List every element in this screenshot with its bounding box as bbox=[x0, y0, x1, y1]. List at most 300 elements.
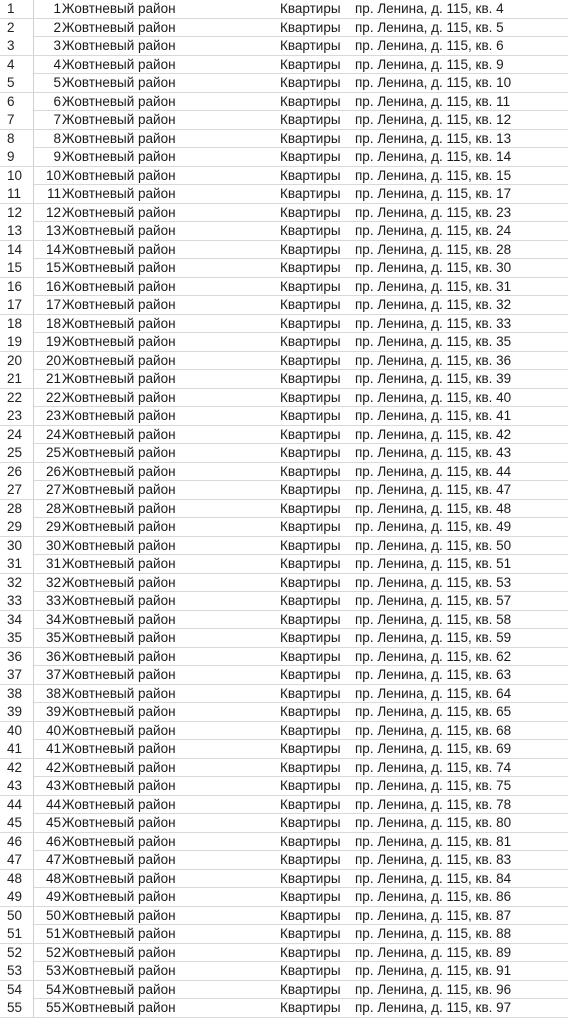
cell-district[interactable]: Жовтневый район bbox=[62, 223, 176, 238]
cell-district[interactable]: Жовтневый район bbox=[62, 149, 176, 164]
table-row[interactable] bbox=[0, 222, 568, 241]
cell-district[interactable]: Жовтневый район bbox=[62, 130, 176, 146]
cell-address[interactable]: пр. Ленина, д. 115, кв. 78 bbox=[355, 796, 512, 812]
table-row[interactable] bbox=[0, 407, 568, 426]
cell-type[interactable]: Квартиры bbox=[280, 981, 341, 997]
table-row[interactable] bbox=[0, 204, 568, 223]
cell-number[interactable]: 11 bbox=[46, 186, 61, 201]
row-number: 39 bbox=[0, 703, 34, 721]
cell-district[interactable]: Жовтневый район bbox=[62, 648, 176, 664]
cell-address[interactable]: пр. Ленина, д. 115, кв. 4 bbox=[355, 1, 504, 16]
cell-number[interactable]: 46 bbox=[45, 833, 61, 849]
cell-number[interactable]: 28 bbox=[45, 500, 61, 516]
cell-type[interactable]: Квартиры bbox=[280, 352, 341, 368]
cell-number[interactable]: 35 bbox=[45, 630, 61, 645]
cell-district[interactable]: Жовтневый район bbox=[62, 371, 176, 386]
table-row[interactable] bbox=[0, 722, 568, 741]
cell-address[interactable]: пр. Ленина, д. 115, кв. 74 bbox=[355, 759, 512, 775]
cell-type[interactable]: Квартиры bbox=[280, 1, 341, 16]
cell-district[interactable]: Жовтневый район bbox=[62, 334, 176, 349]
row-number: 55 bbox=[0, 999, 34, 1017]
cell-district[interactable]: Жовтневый район bbox=[62, 408, 176, 423]
cell-type[interactable]: Квартиры bbox=[280, 963, 341, 978]
row-number: 26 bbox=[0, 463, 34, 481]
cell-address[interactable]: пр. Ленина, д. 115, кв. 42 bbox=[355, 426, 512, 442]
table-row[interactable] bbox=[0, 278, 568, 297]
cell-district[interactable]: Жовтневый район bbox=[62, 315, 176, 331]
cell-address[interactable]: пр. Ленина, д. 115, кв. 41 bbox=[355, 408, 512, 423]
cell-district[interactable]: Жовтневый район bbox=[62, 445, 176, 460]
table-row[interactable] bbox=[0, 296, 568, 315]
cell-address[interactable]: пр. Ленина, д. 115, кв. 58 bbox=[355, 611, 512, 627]
cell-type[interactable]: Квартиры bbox=[280, 149, 341, 164]
cell-number[interactable]: 34 bbox=[45, 611, 61, 627]
table-row[interactable] bbox=[0, 555, 568, 574]
cell-district[interactable]: Жовтневый район bbox=[62, 112, 176, 127]
cell-type[interactable]: Квартиры bbox=[280, 260, 341, 275]
table-row[interactable] bbox=[0, 389, 568, 408]
cell-type[interactable]: Квартиры bbox=[280, 75, 341, 90]
table-row[interactable] bbox=[0, 315, 568, 334]
cell-district[interactable]: Жовтневый район bbox=[62, 981, 176, 997]
table-row[interactable] bbox=[0, 19, 568, 38]
cell-address[interactable]: пр. Ленина, д. 115, кв. 13 bbox=[355, 130, 512, 146]
cell-district[interactable]: Жовтневый район bbox=[62, 38, 176, 53]
table-row[interactable] bbox=[0, 56, 568, 75]
cell-address[interactable]: пр. Ленина, д. 115, кв. 49 bbox=[355, 519, 512, 534]
cell-type[interactable]: Квартиры bbox=[280, 870, 341, 886]
cell-type[interactable]: Квартиры bbox=[280, 315, 341, 331]
cell-address[interactable]: пр. Ленина, д. 115, кв. 59 bbox=[355, 630, 512, 645]
cell-type[interactable]: Квартиры bbox=[280, 759, 341, 775]
cell-type[interactable]: Квартиры bbox=[280, 1000, 341, 1015]
table-row[interactable] bbox=[0, 944, 568, 963]
table-row[interactable] bbox=[0, 259, 568, 278]
cell-number[interactable]: 10 bbox=[45, 167, 61, 183]
cell-address[interactable]: пр. Ленина, д. 115, кв. 84 bbox=[355, 870, 512, 886]
cell-type[interactable]: Квартиры bbox=[280, 556, 341, 571]
cell-type[interactable]: Квартиры bbox=[280, 482, 341, 497]
cell-type[interactable]: Квартиры bbox=[280, 722, 341, 738]
cell-address[interactable]: пр. Ленина, д. 115, кв. 75 bbox=[355, 778, 512, 793]
row-number: 10 bbox=[0, 167, 34, 185]
cell-address[interactable]: пр. Ленина, д. 115, кв. 11 bbox=[355, 93, 511, 109]
cell-type[interactable]: Квартиры bbox=[280, 537, 341, 553]
cell-address[interactable]: пр. Ленина, д. 115, кв. 35 bbox=[355, 334, 512, 349]
cell-type[interactable]: Квартиры bbox=[280, 389, 341, 405]
cell-address[interactable]: пр. Ленина, д. 115, кв. 91 bbox=[355, 963, 512, 978]
cell-district[interactable]: Жовтневый район bbox=[62, 926, 176, 941]
cell-district[interactable]: Жовтневый район bbox=[62, 630, 176, 645]
cell-type[interactable]: Квартиры bbox=[280, 278, 341, 294]
table-row[interactable] bbox=[0, 907, 568, 926]
table-row[interactable] bbox=[0, 981, 568, 1000]
cell-district[interactable]: Жовтневый район bbox=[62, 297, 176, 312]
table-row[interactable] bbox=[0, 185, 568, 204]
cell-number[interactable]: 20 bbox=[45, 352, 61, 368]
cell-number[interactable]: 47 bbox=[45, 852, 61, 867]
cell-number[interactable]: 2 bbox=[53, 19, 61, 35]
cell-number[interactable]: 36 bbox=[45, 648, 61, 664]
cell-number[interactable]: 8 bbox=[53, 130, 61, 146]
table-row[interactable] bbox=[0, 518, 568, 537]
cell-type[interactable]: Квартиры bbox=[280, 889, 341, 904]
table-row[interactable] bbox=[0, 833, 568, 852]
cell-district[interactable]: Жовтневый район bbox=[62, 241, 176, 257]
cell-type[interactable]: Квартиры bbox=[280, 112, 341, 127]
table-row[interactable] bbox=[0, 962, 568, 981]
cell-address[interactable]: пр. Ленина, д. 115, кв. 15 bbox=[355, 167, 512, 183]
cell-district[interactable]: Жовтневый район bbox=[62, 56, 176, 72]
cell-district[interactable]: Жовтневый район bbox=[62, 186, 176, 201]
table-row[interactable] bbox=[0, 814, 568, 833]
cell-number[interactable]: 16 bbox=[45, 278, 61, 294]
row-number: 53 bbox=[0, 962, 34, 980]
cell-number[interactable]: 39 bbox=[45, 704, 61, 719]
cell-address[interactable]: пр. Ленина, д. 115, кв. 44 bbox=[355, 463, 512, 479]
cell-type[interactable]: Квартиры bbox=[280, 907, 341, 923]
cell-number[interactable]: 37 bbox=[45, 667, 61, 682]
cell-type[interactable]: Квартиры bbox=[280, 204, 341, 220]
cell-type[interactable]: Квартиры bbox=[280, 408, 341, 423]
cell-type[interactable]: Квартиры bbox=[280, 371, 341, 386]
cell-district[interactable]: Жовтневый район bbox=[62, 352, 176, 368]
cell-number[interactable]: 53 bbox=[45, 963, 61, 978]
table-row[interactable] bbox=[0, 796, 568, 815]
cell-number[interactable]: 25 bbox=[45, 445, 61, 460]
cell-district[interactable]: Жовтневый район bbox=[62, 19, 176, 35]
cell-district[interactable]: Жовтневый район bbox=[62, 463, 176, 479]
cell-district[interactable]: Жовтневый район bbox=[62, 944, 176, 960]
cell-district[interactable]: Жовтневый район bbox=[62, 75, 176, 90]
cell-type[interactable]: Квартиры bbox=[280, 648, 341, 664]
row-number: 54 bbox=[0, 981, 34, 999]
table-row[interactable] bbox=[0, 167, 568, 186]
row-number: 20 bbox=[0, 352, 34, 370]
cell-number[interactable]: 42 bbox=[45, 759, 61, 775]
cell-type[interactable]: Квартиры bbox=[280, 426, 341, 442]
cell-number[interactable]: 51 bbox=[45, 926, 61, 941]
cell-number[interactable]: 43 bbox=[45, 778, 61, 793]
cell-type[interactable]: Квартиры bbox=[280, 611, 341, 627]
row-number: 51 bbox=[0, 925, 34, 943]
cell-district[interactable]: Жовтневый район bbox=[62, 167, 176, 183]
cell-address[interactable]: пр. Ленина, д. 115, кв. 23 bbox=[355, 204, 512, 220]
cell-address[interactable]: пр. Ленина, д. 115, кв. 14 bbox=[355, 149, 512, 164]
cell-number[interactable]: 40 bbox=[45, 722, 61, 738]
row-number: 37 bbox=[0, 666, 34, 684]
table-row[interactable] bbox=[0, 666, 568, 685]
cell-address[interactable]: пр. Ленина, д. 115, кв. 5 bbox=[355, 19, 504, 35]
cell-district[interactable]: Жовтневый район bbox=[62, 1, 176, 16]
cell-address[interactable]: пр. Ленина, д. 115, кв. 33 bbox=[355, 315, 512, 331]
cell-district[interactable]: Жовтневый район bbox=[62, 852, 176, 867]
cell-address[interactable]: пр. Ленина, д. 115, кв. 28 bbox=[355, 241, 512, 257]
table-row[interactable] bbox=[0, 870, 568, 889]
cell-district[interactable]: Жовтневый район bbox=[62, 722, 176, 738]
table-row[interactable] bbox=[0, 148, 568, 167]
cell-address[interactable]: пр. Ленина, д. 115, кв. 6 bbox=[355, 38, 504, 53]
row-number: 33 bbox=[0, 592, 34, 610]
cell-district[interactable]: Жовтневый район bbox=[62, 93, 176, 109]
cell-number[interactable]: 1 bbox=[53, 1, 61, 16]
cell-district[interactable]: Жовтневый район bbox=[62, 426, 176, 442]
cell-address[interactable]: пр. Ленина, д. 115, кв. 65 bbox=[355, 704, 512, 719]
cell-type[interactable]: Квартиры bbox=[280, 167, 341, 183]
cell-number[interactable]: 31 bbox=[45, 556, 61, 571]
cell-address[interactable]: пр. Ленина, д. 115, кв. 62 bbox=[355, 648, 512, 664]
cell-district[interactable]: Жовтневый район bbox=[62, 204, 176, 220]
cell-type[interactable]: Квартиры bbox=[280, 741, 341, 756]
cell-district[interactable]: Жовтневый район bbox=[62, 741, 176, 756]
table-row[interactable] bbox=[0, 999, 568, 1018]
cell-district[interactable]: Жовтневый район bbox=[62, 963, 176, 978]
cell-district[interactable]: Жовтневый район bbox=[62, 500, 176, 516]
cell-number[interactable]: 50 bbox=[45, 907, 61, 923]
cell-district[interactable]: Жовтневый район bbox=[62, 593, 176, 608]
cell-number[interactable]: 49 bbox=[45, 889, 61, 904]
cell-address[interactable]: пр. Ленина, д. 115, кв. 24 bbox=[355, 223, 512, 238]
table-row[interactable] bbox=[0, 74, 568, 93]
cell-type[interactable]: Квартиры bbox=[280, 93, 341, 109]
cell-district[interactable]: Жовтневый район bbox=[62, 1000, 176, 1015]
table-row[interactable] bbox=[0, 925, 568, 944]
row-number: 45 bbox=[0, 814, 34, 832]
cell-type[interactable]: Квартиры bbox=[280, 926, 341, 941]
row-number: 25 bbox=[0, 444, 34, 462]
cell-address[interactable]: пр. Ленина, д. 115, кв. 50 bbox=[355, 537, 512, 553]
row-number: 44 bbox=[0, 796, 34, 814]
cell-type[interactable]: Квартиры bbox=[280, 463, 341, 479]
cell-address[interactable]: пр. Ленина, д. 115, кв. 39 bbox=[355, 371, 512, 386]
cell-district[interactable]: Жовтневый район bbox=[62, 482, 176, 497]
cell-type[interactable]: Квартиры bbox=[280, 500, 341, 516]
cell-district[interactable]: Жовтневый район bbox=[62, 537, 176, 553]
cell-address[interactable]: пр. Ленина, д. 115, кв. 32 bbox=[355, 297, 512, 312]
cell-district[interactable]: Жовтневый район bbox=[62, 389, 176, 405]
cell-address[interactable]: пр. Ленина, д. 115, кв. 31 bbox=[355, 278, 512, 294]
cell-type[interactable]: Квартиры bbox=[280, 445, 341, 460]
cell-district[interactable]: Жовтневый район bbox=[62, 685, 176, 701]
cell-district[interactable]: Жовтневый район bbox=[62, 796, 176, 812]
cell-number[interactable]: 12 bbox=[45, 204, 61, 220]
cell-district[interactable]: Жовтневый район bbox=[62, 815, 176, 830]
cell-type[interactable]: Квартиры bbox=[280, 186, 341, 201]
cell-address[interactable]: пр. Ленина, д. 115, кв. 40 bbox=[355, 389, 512, 405]
cell-number[interactable]: 17 bbox=[45, 297, 61, 312]
row-number: 13 bbox=[0, 222, 34, 240]
cell-number[interactable]: 27 bbox=[45, 482, 61, 497]
cell-district[interactable]: Жовтневый район bbox=[62, 889, 176, 904]
cell-address[interactable]: пр. Ленина, д. 115, кв. 88 bbox=[355, 926, 512, 941]
cell-type[interactable]: Квартиры bbox=[280, 778, 341, 793]
cell-district[interactable]: Жовтневый район bbox=[62, 870, 176, 886]
table-row[interactable] bbox=[0, 0, 568, 19]
cell-number[interactable]: 13 bbox=[45, 223, 61, 238]
table-row[interactable] bbox=[0, 592, 568, 611]
cell-address[interactable]: пр. Ленина, д. 115, кв. 47 bbox=[355, 482, 512, 497]
cell-type[interactable]: Квартиры bbox=[280, 685, 341, 701]
cell-number[interactable]: 26 bbox=[45, 463, 61, 479]
cell-district[interactable]: Жовтневый район bbox=[62, 611, 176, 627]
table-row[interactable] bbox=[0, 685, 568, 704]
cell-address[interactable]: пр. Ленина, д. 115, кв. 17 bbox=[355, 186, 512, 201]
cell-district[interactable]: Жовтневый район bbox=[62, 778, 176, 793]
cell-type[interactable]: Квартиры bbox=[280, 334, 341, 349]
cell-address[interactable]: пр. Ленина, д. 115, кв. 89 bbox=[355, 944, 512, 960]
row-number: 24 bbox=[0, 426, 34, 444]
cell-type[interactable]: Квартиры bbox=[280, 574, 341, 590]
cell-number[interactable]: 18 bbox=[45, 315, 61, 331]
row-number: 46 bbox=[0, 833, 34, 851]
cell-type[interactable]: Квартиры bbox=[280, 796, 341, 812]
cell-address[interactable]: пр. Ленина, д. 115, кв. 30 bbox=[355, 260, 512, 275]
cell-number[interactable]: 15 bbox=[45, 260, 61, 275]
row-number: 34 bbox=[0, 611, 34, 629]
row-number: 41 bbox=[0, 740, 34, 758]
table-row[interactable] bbox=[0, 611, 568, 630]
cell-district[interactable]: Жовтневый район bbox=[62, 519, 176, 534]
table-row[interactable] bbox=[0, 888, 568, 907]
cell-number[interactable]: 44 bbox=[45, 796, 61, 812]
cell-type[interactable]: Квартиры bbox=[280, 38, 341, 53]
cell-address[interactable]: пр. Ленина, д. 115, кв. 36 bbox=[355, 352, 512, 368]
cell-number[interactable]: 55 bbox=[45, 1000, 61, 1015]
cell-address[interactable]: пр. Ленина, д. 115, кв. 83 bbox=[355, 852, 512, 867]
table-row[interactable] bbox=[0, 111, 568, 130]
row-number: 7 bbox=[0, 111, 34, 129]
cell-type[interactable]: Квартиры bbox=[280, 704, 341, 719]
table-row[interactable] bbox=[0, 481, 568, 500]
cell-number[interactable]: 22 bbox=[45, 389, 61, 405]
row-number: 36 bbox=[0, 648, 34, 666]
row-number: 8 bbox=[0, 130, 34, 148]
row-number: 43 bbox=[0, 777, 34, 795]
table-row[interactable] bbox=[0, 629, 568, 648]
table-row[interactable] bbox=[0, 463, 568, 482]
cell-type[interactable]: Квартиры bbox=[280, 815, 341, 830]
cell-address[interactable]: пр. Ленина, д. 115, кв. 10 bbox=[355, 75, 512, 90]
cell-number[interactable]: 21 bbox=[45, 371, 61, 386]
table-row[interactable] bbox=[0, 333, 568, 352]
cell-address[interactable]: пр. Ленина, д. 115, кв. 51 bbox=[355, 556, 512, 571]
cell-address[interactable]: пр. Ленина, д. 115, кв. 43 bbox=[355, 445, 512, 460]
cell-address[interactable]: пр. Ленина, д. 115, кв. 87 bbox=[355, 907, 512, 923]
cell-number[interactable]: 41 bbox=[45, 741, 61, 756]
cell-number[interactable]: 14 bbox=[45, 241, 61, 257]
row-number: 42 bbox=[0, 759, 34, 777]
table-row[interactable] bbox=[0, 352, 568, 371]
table-row[interactable] bbox=[0, 426, 568, 445]
table-row[interactable] bbox=[0, 759, 568, 778]
table-row[interactable] bbox=[0, 37, 568, 56]
cell-number[interactable]: 5 bbox=[53, 75, 61, 90]
cell-district[interactable]: Жовтневый район bbox=[62, 704, 176, 719]
cell-number[interactable]: 48 bbox=[45, 870, 61, 886]
table-row[interactable] bbox=[0, 851, 568, 870]
table-row[interactable] bbox=[0, 648, 568, 667]
cell-address[interactable]: пр. Ленина, д. 115, кв. 63 bbox=[355, 667, 512, 682]
cell-address[interactable]: пр. Ленина, д. 115, кв. 86 bbox=[355, 889, 512, 904]
cell-address[interactable]: пр. Ленина, д. 115, кв. 80 bbox=[355, 815, 512, 830]
cell-type[interactable]: Квартиры bbox=[280, 593, 341, 608]
cell-address[interactable]: пр. Ленина, д. 115, кв. 81 bbox=[355, 833, 512, 849]
cell-type[interactable]: Квартиры bbox=[280, 833, 341, 849]
table-row[interactable] bbox=[0, 703, 568, 722]
cell-address[interactable]: пр. Ленина, д. 115, кв. 9 bbox=[355, 56, 504, 72]
cell-address[interactable]: пр. Ленина, д. 115, кв. 97 bbox=[355, 1000, 512, 1015]
cell-type[interactable]: Квартиры bbox=[280, 667, 341, 682]
row-number: 47 bbox=[0, 851, 34, 869]
cell-number[interactable]: 52 bbox=[45, 944, 61, 960]
cell-type[interactable]: Квартиры bbox=[280, 630, 341, 645]
cell-type[interactable]: Квартиры bbox=[280, 56, 341, 72]
cell-address[interactable]: пр. Ленина, д. 115, кв. 64 bbox=[355, 685, 512, 701]
table-row[interactable] bbox=[0, 370, 568, 389]
cell-district[interactable]: Жовтневый район bbox=[62, 556, 176, 571]
table-row[interactable] bbox=[0, 740, 568, 759]
table-row[interactable] bbox=[0, 444, 568, 463]
table-row[interactable] bbox=[0, 500, 568, 519]
cell-district[interactable]: Жовтневый район bbox=[62, 907, 176, 923]
cell-type[interactable]: Квартиры bbox=[280, 130, 341, 146]
table-row[interactable] bbox=[0, 130, 568, 149]
cell-type[interactable]: Квартиры bbox=[280, 19, 341, 35]
cell-number[interactable]: 29 bbox=[45, 519, 61, 534]
cell-type[interactable]: Квартиры bbox=[280, 944, 341, 960]
row-number: 32 bbox=[0, 574, 34, 592]
table-row[interactable] bbox=[0, 93, 568, 112]
cell-number[interactable]: 54 bbox=[45, 981, 61, 997]
table-row[interactable] bbox=[0, 777, 568, 796]
cell-number[interactable]: 32 bbox=[45, 574, 61, 590]
cell-number[interactable]: 38 bbox=[45, 685, 61, 701]
cell-number[interactable]: 23 bbox=[45, 408, 61, 423]
cell-number[interactable]: 4 bbox=[53, 56, 61, 72]
cell-address[interactable]: пр. Ленина, д. 115, кв. 69 bbox=[355, 741, 512, 756]
cell-type[interactable]: Квартиры bbox=[280, 241, 341, 257]
cell-number[interactable]: 33 bbox=[45, 593, 61, 608]
cell-address[interactable]: пр. Ленина, д. 115, кв. 96 bbox=[355, 981, 512, 997]
cell-district[interactable]: Жовтневый район bbox=[62, 667, 176, 682]
cell-district[interactable]: Жовтневый район bbox=[62, 260, 176, 275]
cell-address[interactable]: пр. Ленина, д. 115, кв. 53 bbox=[355, 574, 512, 590]
cell-number[interactable]: 3 bbox=[53, 38, 61, 53]
cell-type[interactable]: Квартиры bbox=[280, 519, 341, 534]
cell-address[interactable]: пр. Ленина, д. 115, кв. 48 bbox=[355, 500, 512, 516]
cell-type[interactable]: Квартиры bbox=[280, 223, 341, 238]
cell-number[interactable]: 9 bbox=[53, 149, 61, 164]
cell-address[interactable]: пр. Ленина, д. 115, кв. 68 bbox=[355, 722, 512, 738]
cell-number[interactable]: 24 bbox=[45, 426, 61, 442]
cell-type[interactable]: Квартиры bbox=[280, 852, 341, 867]
cell-number[interactable]: 45 bbox=[45, 815, 61, 830]
table-row[interactable] bbox=[0, 241, 568, 260]
table-row[interactable] bbox=[0, 574, 568, 593]
cell-district[interactable]: Жовтневый район bbox=[62, 278, 176, 294]
cell-address[interactable]: пр. Ленина, д. 115, кв. 57 bbox=[355, 593, 512, 608]
cell-address[interactable]: пр. Ленина, д. 115, кв. 12 bbox=[355, 112, 512, 127]
cell-district[interactable]: Жовтневый район bbox=[62, 759, 176, 775]
cell-district[interactable]: Жовтневый район bbox=[62, 833, 176, 849]
cell-number[interactable]: 7 bbox=[53, 112, 61, 127]
cell-district[interactable]: Жовтневый район bbox=[62, 574, 176, 590]
cell-type[interactable]: Квартиры bbox=[280, 297, 341, 312]
table-row[interactable] bbox=[0, 537, 568, 556]
cell-number[interactable]: 19 bbox=[45, 334, 61, 349]
cell-number[interactable]: 6 bbox=[53, 93, 61, 109]
cell-number[interactable]: 30 bbox=[45, 537, 61, 553]
